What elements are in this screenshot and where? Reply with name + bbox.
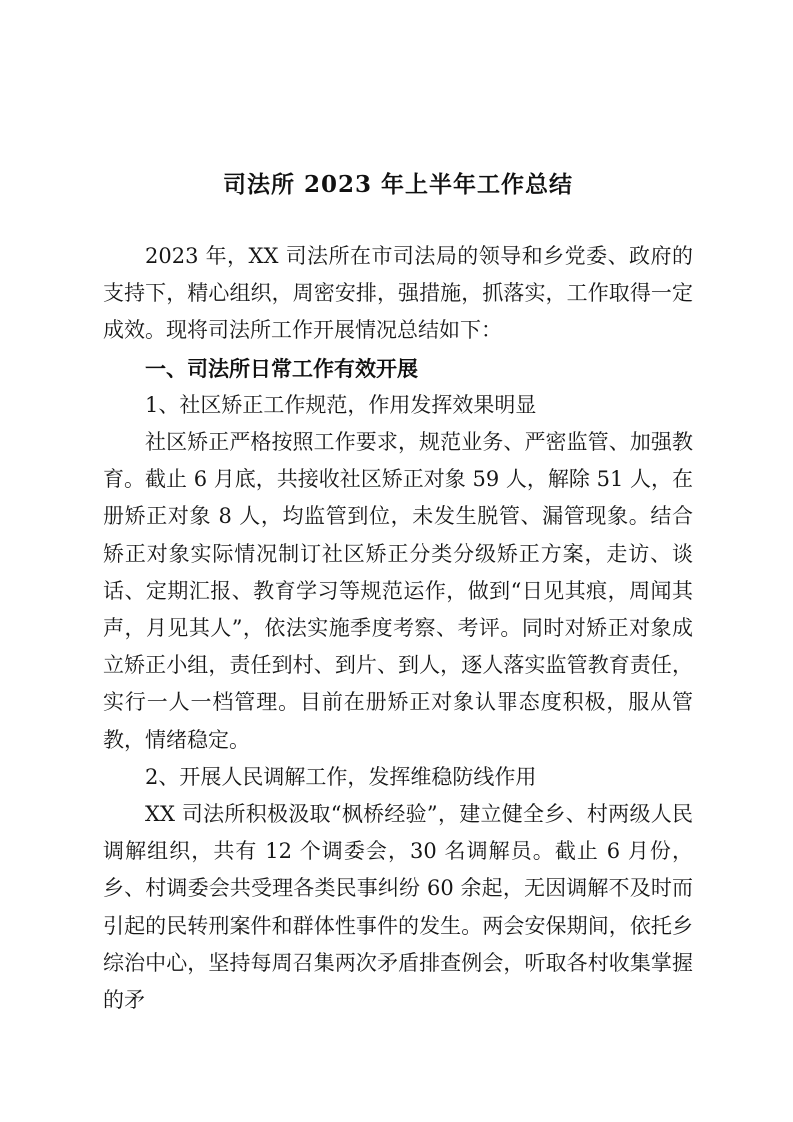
item-2-paragraph: XX 司法所积极汲取“枫桥经验”，建立健全乡、村两级人民调解组织，共有 12 个调委会，30 名调解员。截止 6 月份，乡、村调委会共受理各类民事纠纷 60 余起，无因调解不及时而引起的民转刑案件和群体性事件的发生。两会安保期间，依托乡综治中心，坚持每周召集两次矛盾排查例会，听取各村收集掌握的矛 <box>103 802 693 1013</box>
item-1-paragraph: 社区矫正严格按照工作要求，规范业务、严密监管、加强教育。截止 6 月底，共接收社区矫正对象 59 人，解除 51 人，在册矫正对象 8 人，均监管到位，未发生脱管、漏管现象。结合矫正对象实际情况制订社区矫正分类分级矫正方案，走访、谈话、定期汇报、教育学习等规范运作，做到“日见其痕，周闻其声，月见其人”，依法实施季度考察、考评。同时对矫正对象成立矫正小组，责任到村、到片、到人，逐人落实监管教育责任，实行一人一档管理。目前在册矫正对象认罪态度积极，服从管教，情绪稳定。 <box>103 430 693 752</box>
item-2-subheading: 2、开展人民调解工作，发挥维稳防线作用 <box>145 764 537 789</box>
document-content <box>103 0 693 1019</box>
intro-paragraph: 2023 年，XX 司法所在市司法局的领导和乡党委、政府的支持下，精心组织，周密安排，强措施，抓落实，工作取得一定成效。现将司法所工作开展情况总结如下： <box>103 244 693 343</box>
document-title: 司法所 2023 年上半年工作总结 <box>222 171 574 198</box>
section-1-heading: 一、司法所日常工作有效开展 <box>145 355 418 381</box>
item-1-subheading: 1、社区矫正工作规范，作用发挥效果明显 <box>145 392 537 417</box>
